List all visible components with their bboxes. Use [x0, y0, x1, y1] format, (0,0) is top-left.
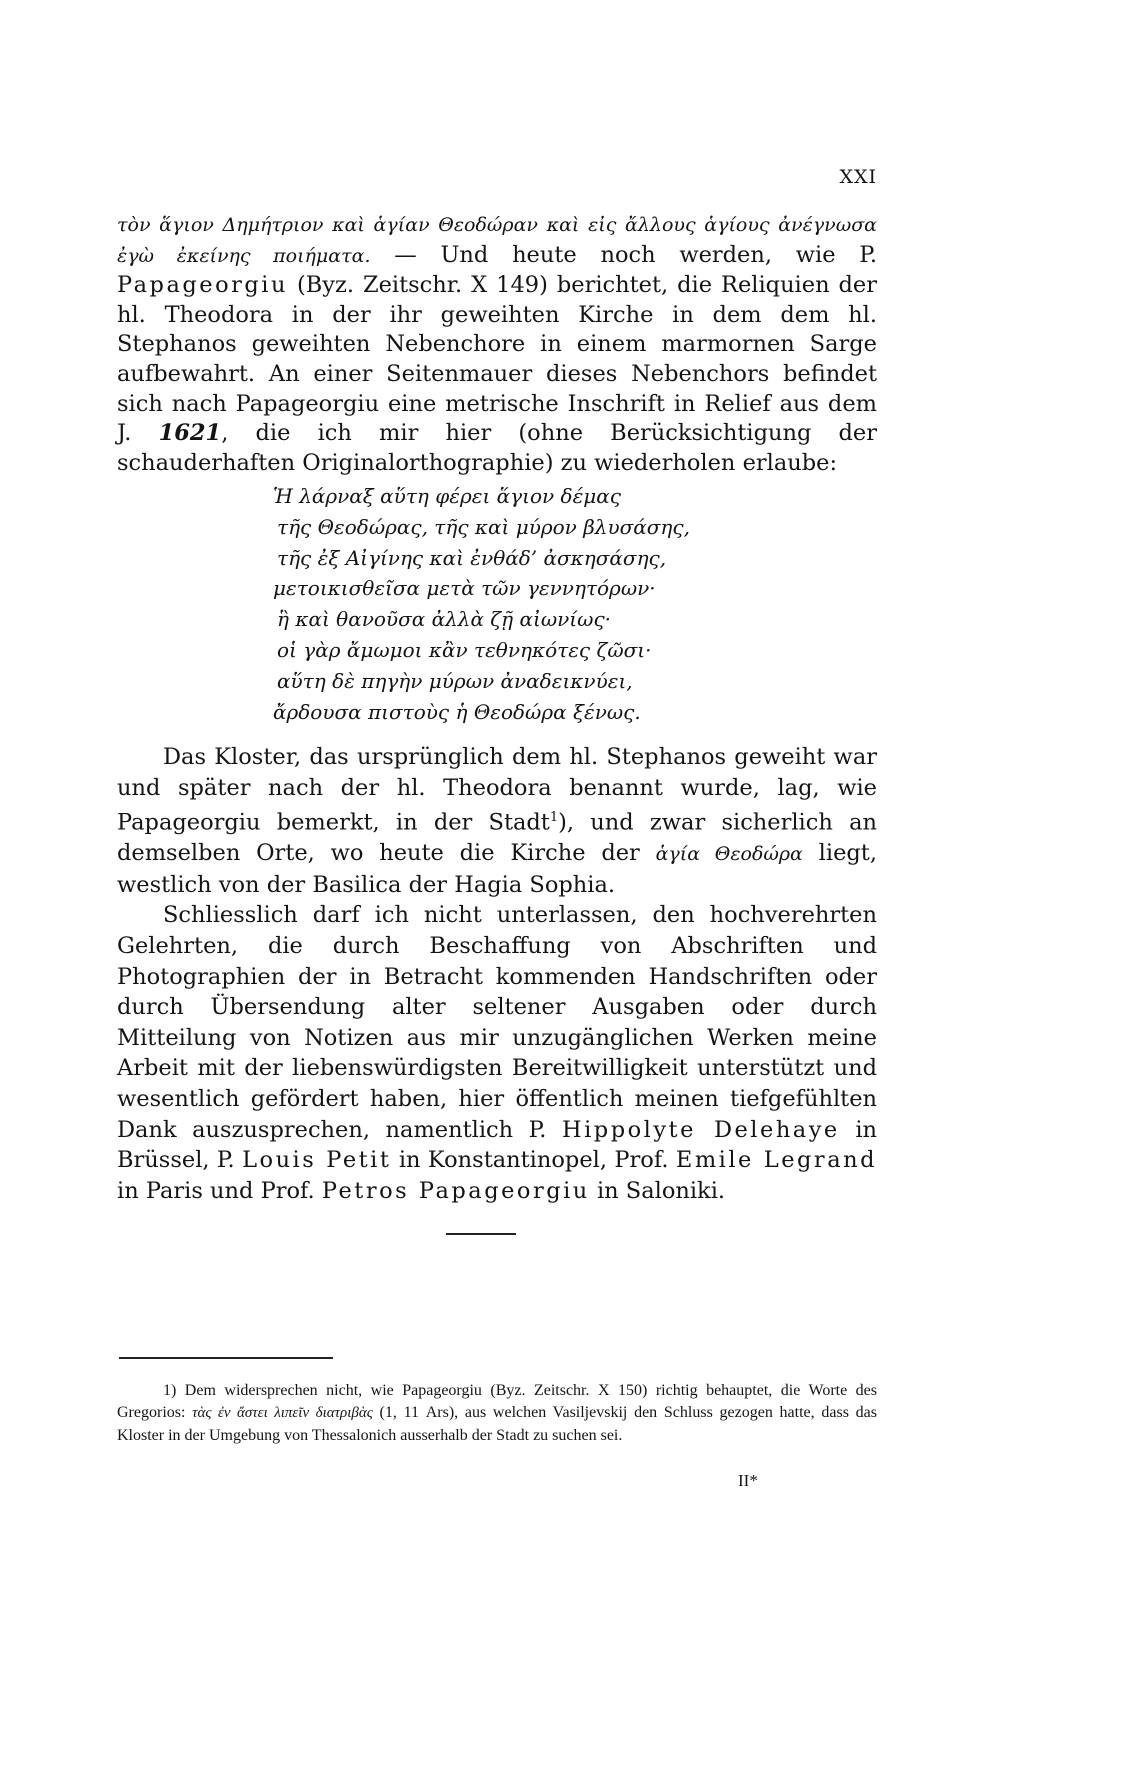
- scholar-name: Louis Petit: [242, 1147, 392, 1174]
- intro-text-c: , die ich mir hier (ohne Berücksichtigung der schauderhaften Originalorthographie) zu wiederholen erlaube:: [117, 420, 877, 476]
- footnote-text-a: 1) Dem widersprechen nicht, wie Papageorgiu (Byz. Zeitschr. X 150) richtig behauptet, die Worte des Gregorios:: [117, 1382, 877, 1421]
- ack-text-a: Schliesslich darf ich nicht unterlassen, den hochverehrten Gelehrten, die durch Beschaffung von Abschriften und Photographien der in Betracht kommenden Handschriften oder durch Übersendung alter seltener Ausgaben oder durch Mitteilung von Notizen aus mir unzugänglichen Werken meine Arbeit mit der liebenswürdigsten Bereitwilligkeit unterstützt und wesentlich gefördert haben, hier öffentlich meinen tiefgefühlten Dank auszusprechen, namentlich P.: [117, 902, 877, 1143]
- closing-section: [117, 742, 877, 1206]
- kloster-text-b: ), und zwar sicherlich an demselben Orte, wo heute die Kirche der: [117, 809, 877, 867]
- poem-line: Ἡ λάρναξ αὕτη φέρει ἅγιον δέμας: [273, 484, 622, 508]
- footnote-text: [117, 1380, 877, 1446]
- section-separator: [446, 1233, 516, 1235]
- inscription-poem: [273, 481, 690, 727]
- kloster-text-a: Das Kloster, das ursprünglich dem hl. Stephanos geweiht war und später nach der hl. Theodora benannt wurde, lag, wie Papageorgiu bemerkt, in der Stadt: [117, 744, 877, 836]
- poem-line: τῆς Θεοδώρας, τῆς καὶ μύρον βλυσάσης,: [277, 514, 690, 539]
- footnote: [117, 1380, 877, 1446]
- author-name-papageorgiu: Papageorgiu: [117, 272, 288, 299]
- intro-text-a: — Und heute noch werden, wie P.: [370, 241, 877, 268]
- inscription-year: 1621: [158, 420, 222, 447]
- poem-line: μετοικισθεῖσα μετὰ τῶν γεννητόρων·: [273, 576, 656, 601]
- greek-quote: τὸν ἅγιον Δημήτριον καὶ ἁγίαν Θεοδώραν καὶ εἰς ἄλλους ἁγίους ἀνέγνωσα ἐγὼ ἐκείνης ποιήματα.: [117, 214, 877, 267]
- ack-text-b: in Brüssel, P.: [117, 1116, 878, 1174]
- intro-text: [117, 210, 877, 478]
- poem-line: αὕτη δὲ πηγὴν μύρων ἀναδεικνύει,: [277, 668, 633, 693]
- intro-text-b: (Byz. Zeitschr. X 149) berichtet, die Reliquien der hl. Theodora in der ihr geweihten Kirche in dem dem hl. Stephanos geweihten Nebenchore in einem marmornen Sarge aufbewahrt. An einer Seitenmauer dieses Nebenchors befindet sich nach Papageorgiu eine metrische Inschrift in Relief aus dem J.: [117, 272, 877, 447]
- scholar-name: Petros Papageorgiu: [321, 1177, 590, 1204]
- signature-mark: II*: [738, 1471, 758, 1490]
- footnote-greek: τὰς ἐν ἄστει λιπεῖν διατριβὰς: [192, 1404, 373, 1421]
- poem-line: ἣ καὶ θανοῦσα ἀλλὰ ζῇ αἰωνίως·: [277, 607, 612, 632]
- page-number: XXI: [839, 166, 877, 188]
- ack-text-c: in Konstantinopel, Prof.: [391, 1147, 676, 1174]
- scholar-name: Emile Legrand: [675, 1147, 877, 1174]
- kloster-paragraph: [117, 742, 877, 900]
- ack-text-e: in Saloniki.: [589, 1177, 726, 1204]
- poem-line: ἄρδουσα πιστοὺς ἡ Θεοδώρα ξένως.: [273, 699, 641, 724]
- poem-line: οἱ γὰρ ἄμωμοι κἂν τεθνηκότες ζῶσι·: [277, 637, 652, 662]
- footnote-text-b: (1, 11 Ars), aus welchen Vasiljevskij den Schluss gezogen hatte, dass das Kloster in der Umgebung von Thessalonich ausserhalb der Stadt zu suchen sei.: [117, 1403, 877, 1444]
- footnote-rule: [119, 1357, 333, 1359]
- intro-paragraph: [117, 210, 877, 478]
- acknowledgement-paragraph: [117, 900, 877, 1206]
- footnote-marker[interactable]: 1: [549, 810, 559, 826]
- kloster-text-c: liegt, westlich von der Basilica der Hagia Sophia.: [117, 840, 877, 898]
- ack-text-d: in Paris und Prof.: [117, 1177, 322, 1204]
- poem-line: τῆς ἐξ Αἰγίνης καὶ ἐνθάδ’ ἀσκησάσης,: [277, 545, 667, 570]
- greek-church-name: ἁγία Θεοδώρα: [655, 843, 803, 866]
- scholar-name: Hippolyte Delehaye: [561, 1116, 840, 1143]
